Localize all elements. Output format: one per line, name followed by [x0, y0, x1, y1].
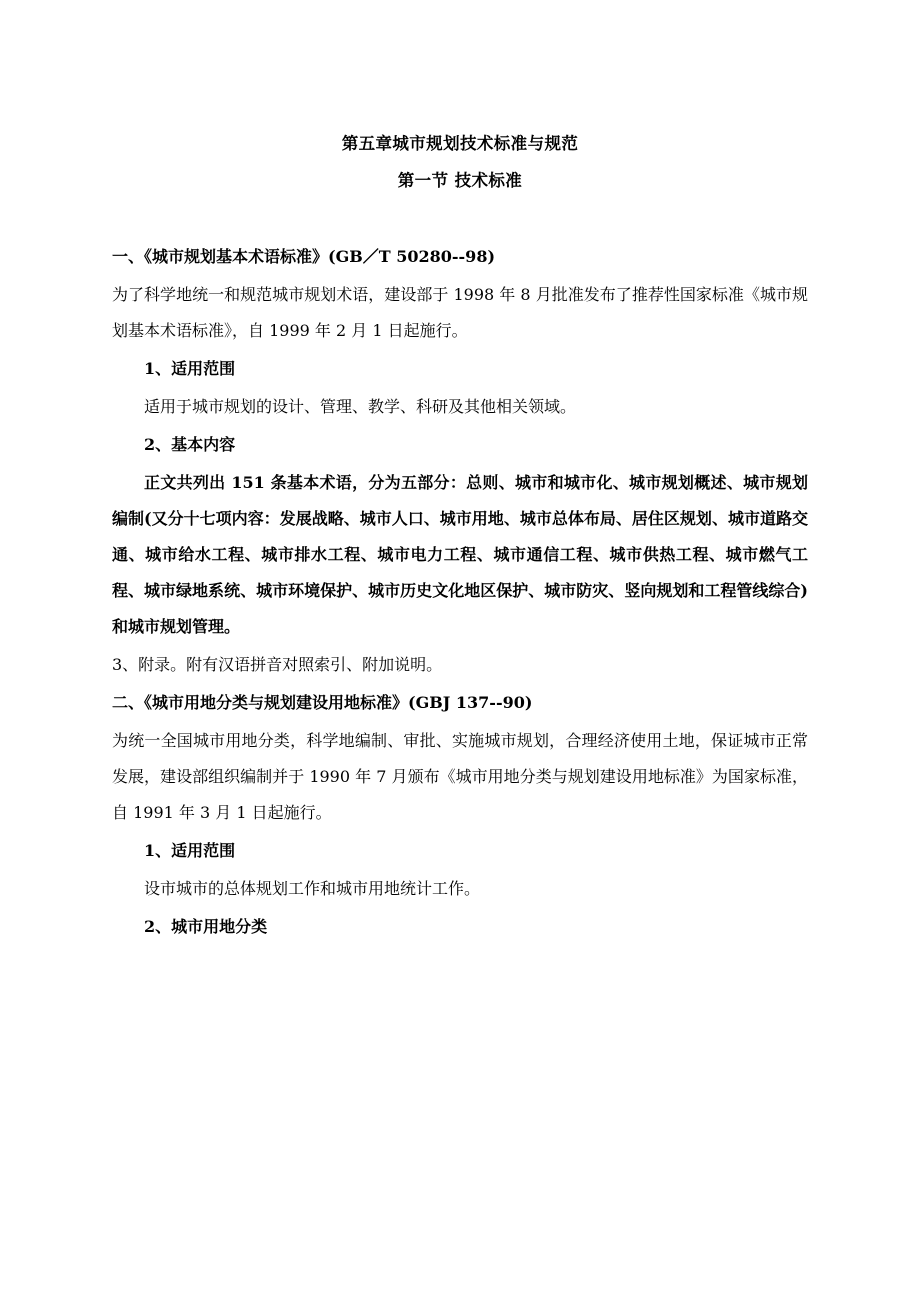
- heading-scope-2: 1、适用范围: [144, 840, 236, 860]
- paragraph-content-1: 正文共列出 151 条基本术语，分为五部分：总则、城市和城市化、城市规划概述、城市规划编制(又分十七项内容：发展战略、城市人口、城市用地、城市总体布局、居住区规划、城市道路交通、城市给水工程、城市排水工程、城市电力工程、城市通信工程、城市供热工程、城市燃气工程、城市绿地系统、城市环境保护、城市历史文化地区保护、城市防灾、竖向规划和工程管线综合)和城市规划管理。: [112, 472, 808, 636]
- paragraph-scope-1: 适用于城市规划的设计、管理、教学、科研及其他相关领域。: [144, 396, 577, 416]
- chapter-title: 第五章城市规划技术标准与规范: [341, 134, 579, 153]
- heading-standard-2: 二、《城市用地分类与规划建设用地标准》(GBJ 137--90): [112, 692, 533, 712]
- document-body: [112, 128, 808, 945]
- heading-scope-1: 1、适用范围: [144, 358, 236, 378]
- paragraph-standard-2-intro: 为统一全国城市用地分类，科学地编制、审批、实施城市规划，合理经济使用土地，保证城市正常发展，建设部组织编制并于 1990 年 7 月颁布《城市用地分类与规划建设用地标准》为国家标准，自 1991 年 3 月 1 日起施行。: [112, 730, 808, 822]
- paragraph-scope-2: 设市城市的总体规划工作和城市用地统计工作。: [144, 878, 481, 898]
- section-title: 第一节 技术标准: [397, 171, 523, 191]
- paragraph-standard-1-intro: 为了科学地统一和规范城市规划术语，建设部于 1998 年 8 月批准发布了推荐性国家标准《城市规划基本术语标准》，自 1999 年 2 月 1 日起施行。: [112, 284, 808, 340]
- heading-content-1: 2、基本内容: [144, 434, 236, 454]
- heading-landuse-classification: 2、城市用地分类: [144, 916, 268, 936]
- paragraph-appendix-1: 3、附录。附有汉语拼音对照索引、附加说明。: [112, 654, 443, 674]
- heading-standard-1: 一、《城市规划基本术语标准》(GB／T 50280--98): [112, 246, 496, 266]
